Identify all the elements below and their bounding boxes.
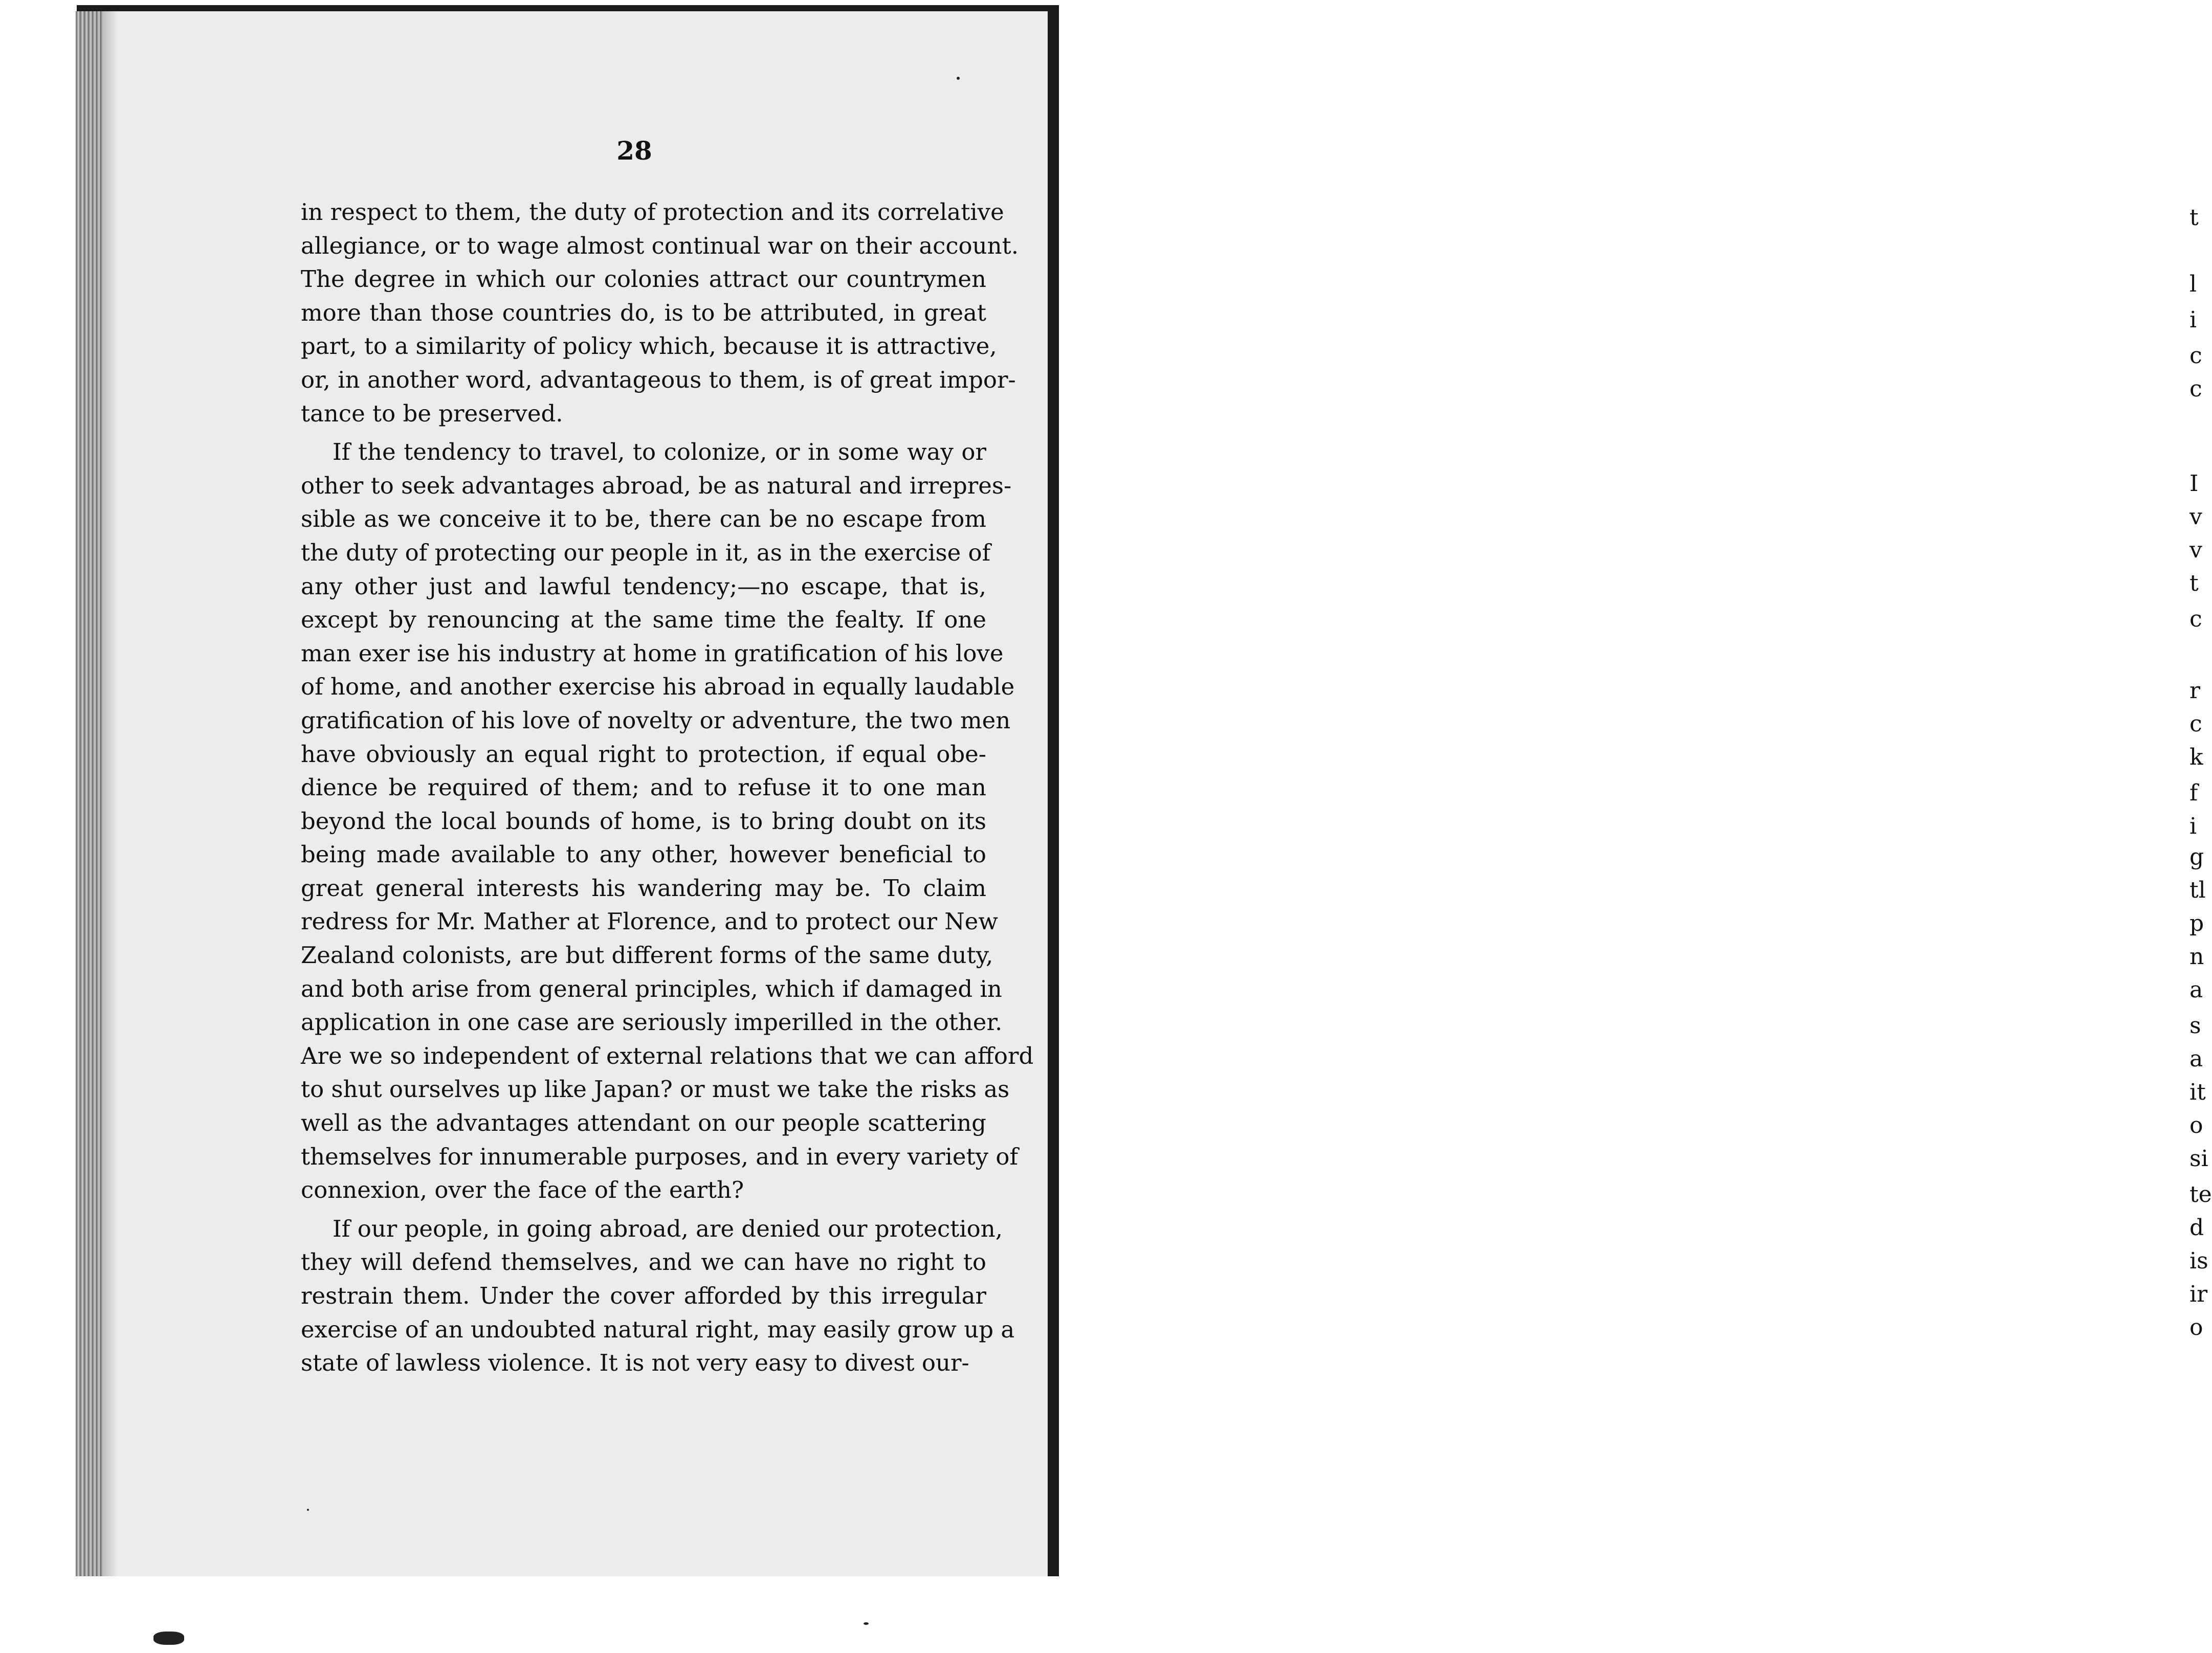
text-line: any other just and lawful tendency;—no escape, that is, <box>301 572 986 600</box>
text-line: other to seek advantages abroad, be as natural and irrepres- <box>301 472 1012 499</box>
next-page-fragment: d <box>2189 1215 2204 1241</box>
text-line: restrain them. Under the cover afforded by this irregular <box>301 1282 986 1309</box>
text-line: exercise of an undoubted natural right, may easily grow up a <box>301 1315 1015 1343</box>
next-page-fragment: s <box>2189 1013 2201 1039</box>
text-line: gratification of his love of novelty or adventure, the two men <box>301 706 1011 734</box>
next-page-fragment: I <box>2189 471 2199 497</box>
text-line: If the tendency to travel, to colonize, or in some way or <box>333 438 986 466</box>
ink-speck <box>307 1509 309 1511</box>
text-line: Zealand colonists, are but different forms of the same duty, <box>301 942 993 969</box>
text-line: in respect to them, the duty of protection and its correlative <box>301 198 1004 226</box>
next-page-fragment: k <box>2189 744 2203 770</box>
text-line: state of lawless violence. It is not very easy to divest our- <box>301 1349 969 1377</box>
next-page-fragment: v <box>2189 504 2202 530</box>
next-page-fragment: f <box>2189 780 2198 806</box>
next-page-fragment: is <box>2189 1248 2208 1274</box>
next-page-fragment: o <box>2189 1314 2203 1341</box>
text-line: more than those countries do, is to be attributed, in great <box>301 299 986 326</box>
body-text <box>301 195 1034 1380</box>
ink-speck <box>957 77 960 80</box>
next-page-fragment: si <box>2189 1146 2208 1172</box>
text-line: connexion, over the face of the earth? <box>301 1176 744 1204</box>
page-edge-shadow <box>102 11 118 1576</box>
text-line: of home, and another exercise his abroad in equally laudable <box>301 673 1015 701</box>
next-page-fragment: i <box>2189 813 2197 839</box>
gutter-border <box>1048 5 1059 1576</box>
top-rule <box>77 5 1059 11</box>
paragraph <box>301 435 1034 1207</box>
next-page-fragment: t <box>2189 205 2199 231</box>
page-number: 28 <box>616 136 652 166</box>
next-page-fragment: p <box>2189 910 2204 936</box>
next-page-fragment: c <box>2189 711 2202 737</box>
text-line: man exer ise his industry at home in gratification of his love <box>301 639 1004 667</box>
text-line: being made available to any other, however beneficial to <box>301 841 986 868</box>
page-edges <box>76 11 102 1576</box>
text-line: part, to a similarity of policy which, because it is attractive, <box>301 332 997 360</box>
text-line: themselves for innumerable purposes, and in every variety of <box>301 1143 1019 1170</box>
text-line: tance to be preserved. <box>301 399 563 427</box>
text-line: or, in another word, advantageous to them, is of great impor- <box>301 366 1016 393</box>
text-line: they will defend themselves, and we can have no right to <box>301 1248 986 1276</box>
text-line: Are we so independent of external relations that we can afford <box>301 1042 1034 1069</box>
text-line: well as the advantages attendant on our people scattering <box>301 1109 986 1137</box>
next-page-fragment: ir <box>2189 1281 2208 1307</box>
paragraph <box>301 195 1019 430</box>
text-line: the duty of protecting our people in it, as in the exercise of <box>301 539 991 566</box>
next-page-fragment: tl <box>2189 877 2206 903</box>
text-line: dience be required of them; and to refuse it to one man <box>301 774 986 801</box>
text-line: have obviously an equal right to protection, if equal obe- <box>301 740 986 768</box>
next-page-fragment: te <box>2189 1181 2212 1208</box>
text-line: The degree in which our colonies attract our countrymen <box>301 265 986 293</box>
paragraph <box>301 1212 1015 1380</box>
text-line: and both arise from general principles, which if damaged in <box>301 975 1002 1002</box>
text-line: If our people, in going abroad, are denied our protection, <box>333 1215 1003 1242</box>
next-page-fragment: n <box>2189 944 2204 970</box>
text-line: sible as we conceive it to be, there can be no escape from <box>301 505 986 533</box>
next-page-fragment: i <box>2189 307 2197 333</box>
next-page-fragment: t <box>2189 570 2199 596</box>
next-page-fragment: a <box>2189 977 2203 1003</box>
next-page-fragment: o <box>2189 1112 2203 1138</box>
next-page-fragment: c <box>2189 376 2202 402</box>
text-line: great general interests his wandering may be. To claim <box>301 874 986 902</box>
next-page-edge <box>1059 0 2212 1653</box>
ink-speck <box>153 1632 184 1645</box>
text-line: redress for Mr. Mather at Florence, and to protect our New <box>301 908 998 935</box>
next-page-fragment: g <box>2189 844 2204 870</box>
text-line: allegiance, or to wage almost continual war on their account. <box>301 232 1019 259</box>
next-page-fragment: a <box>2189 1046 2203 1072</box>
text-line: beyond the local bounds of home, is to bring doubt on its <box>301 807 986 835</box>
text-line: to shut ourselves up like Japan? or must we take the risks as <box>301 1076 1010 1103</box>
next-page-fragment: c <box>2189 343 2202 369</box>
next-page-fragment: c <box>2189 606 2202 632</box>
next-page-fragment: r <box>2189 678 2201 704</box>
next-page-fragment: l <box>2189 271 2197 297</box>
next-page-fragment: it <box>2189 1079 2206 1105</box>
text-line: except by renouncing at the same time the fealty. If one <box>301 606 986 634</box>
text-line: application in one case are seriously imperilled in the other. <box>301 1009 1003 1036</box>
next-page-fragment: v <box>2189 537 2202 563</box>
ink-speck <box>864 1622 869 1625</box>
